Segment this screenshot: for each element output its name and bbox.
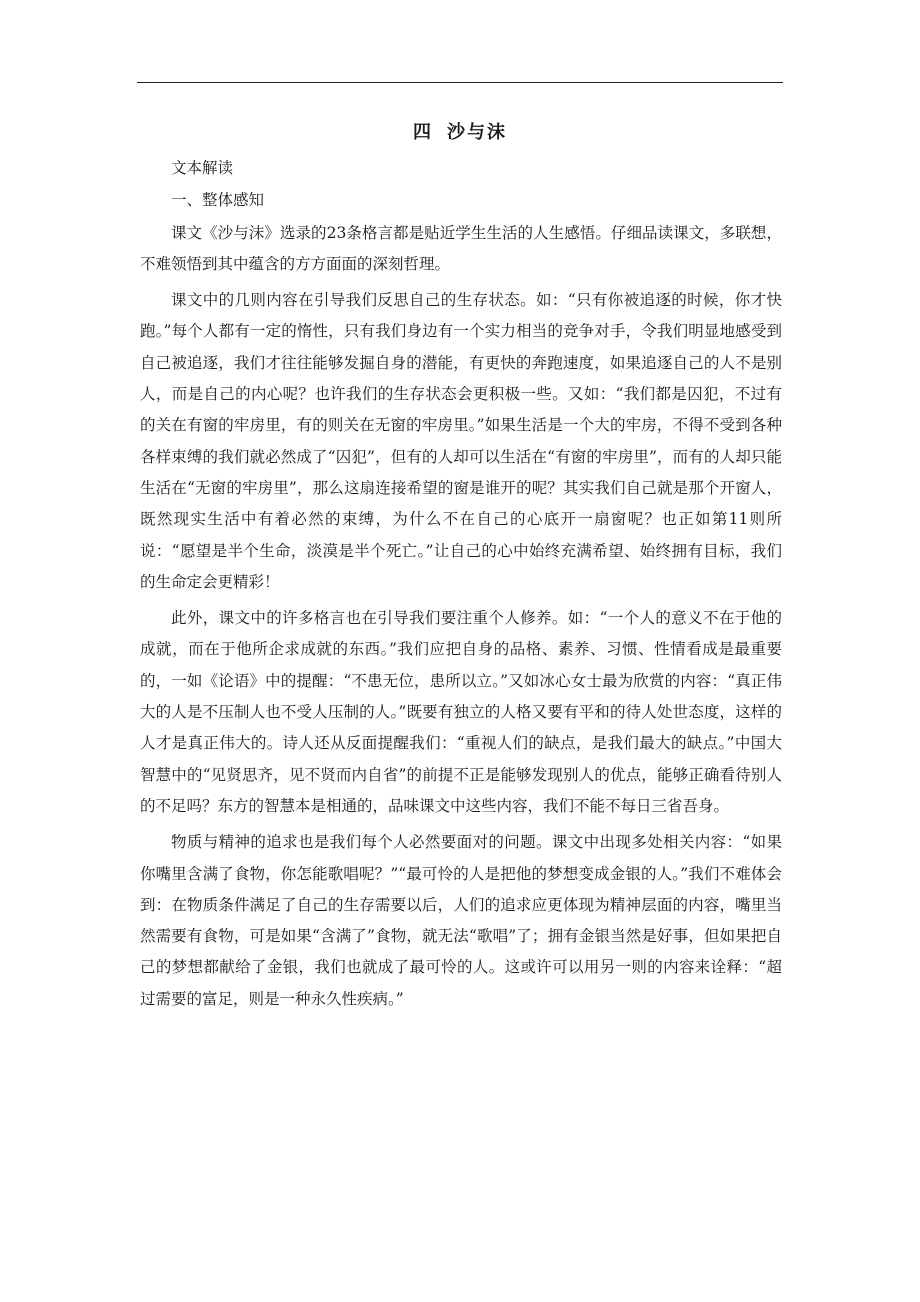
section-heading: 文本解读 <box>171 159 234 177</box>
lesson-number: 四 <box>413 122 433 143</box>
paragraph: 此外，课文中的许多格言也在引导我们要注重个人修养。如：“一个人的意义不在于他的成就，而在于他所企求成就的东西。”我们应把自身的品格、素养、习惯、性情看成是最重要的，一如《论语》中的提醒：“不患无位，患所以立。”又如冰心女士最为欣赏的内容：“真正伟大的人是不压制人也不受人压制的人。”既要有独立的人格又要有平和的待人处世态度，这样的人才是真正伟大的。诗人还从反面提醒我们：“重视人们的缺点，是我们最大的缺点。”中国大智慧中的“见贤思齐，见不贤而内自省”的前提不正是能够发现别人的优点，能够正确看待别人的不足吗？东方的智慧本是相通的，品味课文中这些内容，我们不能不每日三省吾身。 <box>140 609 782 815</box>
paragraph: 课文《沙与沫》选录的23条格言都是贴近学生生活的人生感悟。仔细品读课文，多联想，不难领悟到其中蕴含的方方面面的深刻哲理。 <box>140 223 782 273</box>
paragraph: 课文中的几则内容在引导我们反思自己的生存状态。如：“只有你被追逐的时候，你才快跑。”每个人都有一定的惰性，只有我们身边有一个实力相当的竞争对手，令我们明显地感受到自己被追逐，我们才往往能够发掘自身的潜能，有更快的奔跑速度，如果追逐自己的人不是别人，而是自己的内心呢？也许我们的生存状态会更积极一些。又如：“我们都是囚犯，不过有的关在有窗的牢房里，有的则关在无窗的牢房里。”如果生活是一个大的牢房，不得不受到各种各样束缚的我们就必然成了“囚犯”，但有的人却可以生活在“有窗的牢房里”，而有的人却只能生活在“无窗的牢房里”，那么这扇连接希望的窗是谁开的呢？其实我们自己就是那个开窗人，既然现实生活中有着必然的束缚，为什么不在自己的心底开一扇窗呢？也正如第11则所说：“愿望是半个生命，淡漠是半个死亡。”让自己的心中始终充满希望、始终拥有目标，我们的生命定会更精彩！ <box>140 291 782 591</box>
header-rule <box>137 82 783 83</box>
subsection-heading: 一、整体感知 <box>171 191 265 210</box>
lesson-title-text: 沙与沫 <box>447 122 507 143</box>
paragraph: 物质与精神的追求也是我们每个人必然要面对的问题。课文中出现多处相关内容：“如果你嘴里含满了食物，你怎能歌唱呢？”“最可怜的人是把他的梦想变成金银的人。”我们不难体会到：在物质条件满足了自己的生存需要以后，人们的追求应更体现为精神层面的内容，嘴里当然需要有食物，可是如果“含满了”食物，就无法“歌唱”了；拥有金银当然是好事，但如果把自己的梦想都献给了金银，我们也就成了最可怜的人。这或许可以用另一则的内容来诠释：“超过需要的富足，则是一种永久性疾病。” <box>140 833 782 1008</box>
document-body <box>140 153 782 1020</box>
lesson-title <box>0 118 920 144</box>
